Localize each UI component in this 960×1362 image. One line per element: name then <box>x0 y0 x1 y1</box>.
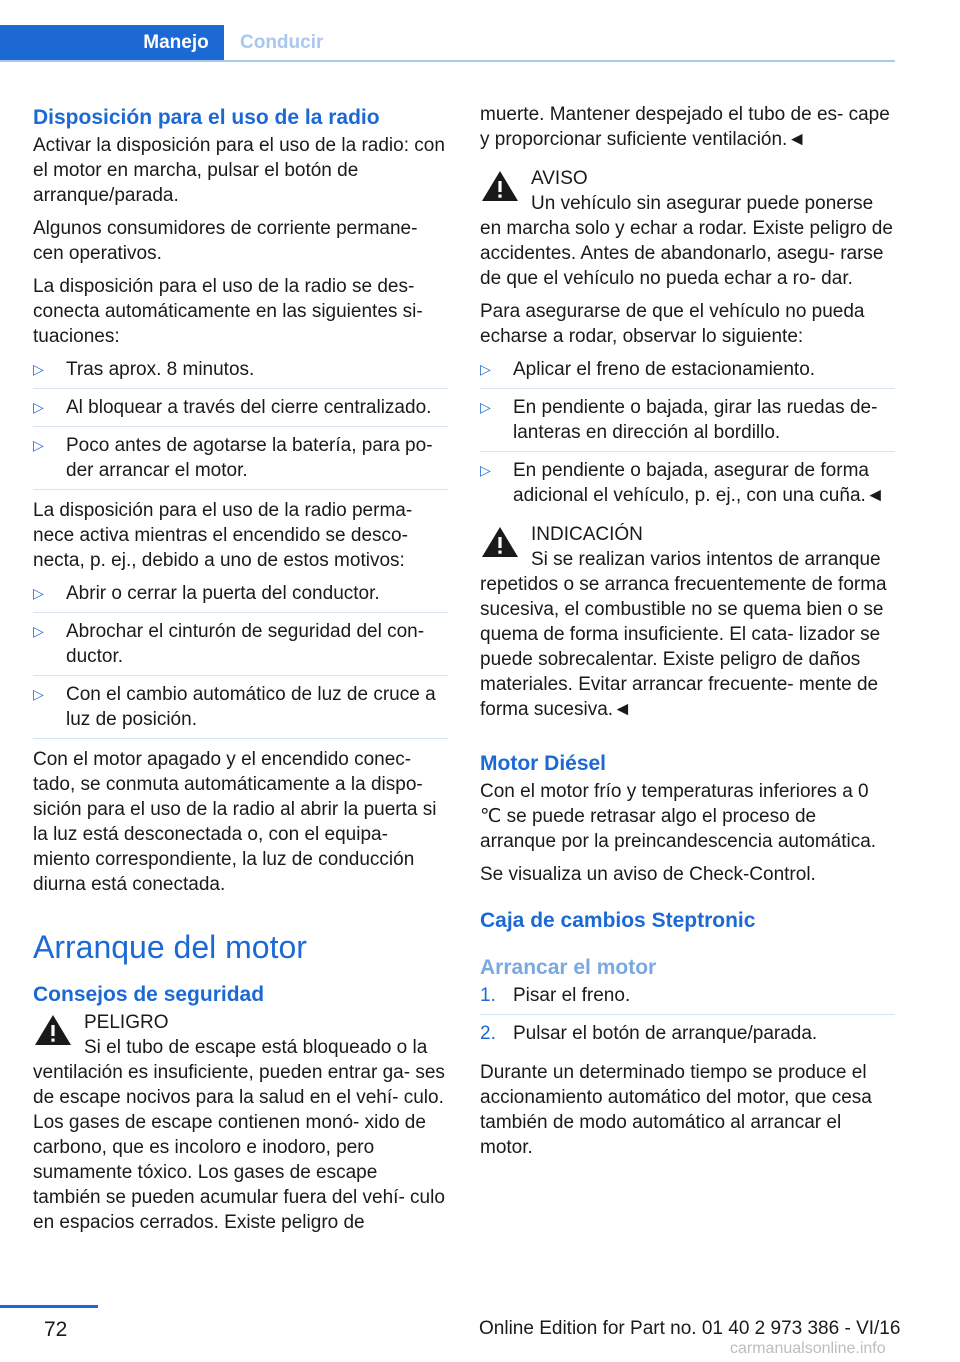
section-title-start-engine: Arrancar el motor <box>480 956 657 979</box>
triangle-bullet-icon: ▷ <box>480 399 491 415</box>
list-item: ▷ Aplicar el freno de estacionamiento. <box>480 357 895 389</box>
header-divider <box>0 60 895 62</box>
paragraph: La disposición para el uso de la radio se des‐ conecta automáticamente en las siguientes si‐ tuaciones: <box>33 276 423 347</box>
warning-icon <box>480 524 520 560</box>
list-item: ▷ En pendiente o bajada, asegurar de forma adicional el vehículo, p. ej., con una cuña.◄ <box>480 460 885 506</box>
triangle-bullet-icon: ▷ <box>33 399 44 415</box>
warning-title: INDICACIÓN <box>531 524 643 545</box>
list-item: ▷ Abrochar el cinturón de seguridad del con‐ ductor. <box>33 619 448 676</box>
list-item: ▷ Con el cambio automático de luz de cruce a luz de posición. <box>33 682 448 739</box>
left-column <box>33 104 448 1243</box>
list-item: ▷ Poco antes de agotarse la batería, para po‐ der arrancar el motor. <box>33 433 448 490</box>
warning-text: Si el tubo de escape está bloqueado o la <box>84 1037 428 1058</box>
page-number: 72 <box>44 1318 68 1341</box>
warning-text: ventilación es insuficiente, pueden entrar ga‐ ses de escape nocivos para la salud en el vehí‐ culo. Los gases de escape contienen monó‐ xido de carbono, que es incoloro e inodoro, pero sumamente tóxico. Los gases de escape también se pueden acumular fuera del vehí‐ culo en espacios cerrados. Existe peligro de <box>33 1062 445 1233</box>
warning-icon <box>480 168 520 204</box>
edition-text: Online Edition for Part no. 01 40 2 973 386 - VI/16 <box>479 1318 901 1339</box>
header-accent <box>0 25 128 61</box>
section-title-safety: Consejos de seguridad <box>33 983 265 1006</box>
list-item: 1. Pisar el freno. <box>480 983 895 1015</box>
warning-title: PELIGRO <box>84 1012 169 1033</box>
triangle-bullet-icon: ▷ <box>33 623 44 639</box>
triangle-bullet-icon: ▷ <box>480 361 491 377</box>
paragraph: Con el motor frío y temperaturas inferiores a 0 ℃ se puede retrasar algo el proceso de arranque por la preincandescencia automática. <box>480 781 877 852</box>
tab-conducir[interactable]: Conducir <box>240 32 324 53</box>
chapter-title: Arranque del motor <box>33 929 307 965</box>
list-item: ▷ Al bloquear a través del cierre centralizado. <box>33 395 448 427</box>
section-title-diesel: Motor Diésel <box>480 752 607 775</box>
warning-block <box>480 522 895 722</box>
triangle-bullet-icon: ▷ <box>33 437 44 453</box>
section-title-steptronic: Caja de cambios Steptronic <box>480 909 756 932</box>
paragraph: Se visualiza un aviso de Check-Control. <box>480 864 816 885</box>
paragraph: Con el motor apagado y el encendido conec‐ tado, se conmuta automáticamente a la dispo‐ sición para el uso de la radio al abrir la puerta si la luz está desconectada o, con el equipa‐ miento correspondiente, la luz de conducción diurna está conectada. <box>33 749 437 895</box>
warning-text: repetidos o se arranca frecuentemente de forma sucesiva, el combustible no se quema bien o se quema de forma insuficiente. El cata‐ lizador se puede sobrecalentar. Existe peligro de daños materiales. Evitar arrancar frecuente‐ mente de forma sucesiva.◄ <box>480 574 887 720</box>
bullet-list <box>33 581 448 739</box>
warning-icon <box>33 1012 73 1048</box>
paragraph: Algunos consumidores de corriente permane‐ cen operativos. <box>33 218 418 264</box>
paragraph: La disposición para el uso de la radio perma‐ nece activa mientras el encendido se desco‐ necta, p. ej., debido a uno de estos motivos: <box>33 500 413 571</box>
footer-accent <box>0 1305 98 1308</box>
triangle-bullet-icon: ▷ <box>33 361 44 377</box>
warning-title: AVISO <box>531 168 588 189</box>
bullet-list <box>480 357 895 514</box>
section-title-radio: Disposición para el uso de la radio <box>33 106 380 129</box>
warning-text: Un vehículo sin asegurar puede ponerse <box>531 193 874 214</box>
list-item: ▷ Tras aprox. 8 minutos. <box>33 357 448 389</box>
watermark: carmanualsonline.info <box>730 1340 886 1357</box>
triangle-bullet-icon: ▷ <box>33 686 44 702</box>
bullet-list <box>33 357 448 490</box>
list-item: ▷ Abrir o cerrar la puerta del conductor. <box>33 581 448 613</box>
paragraph: muerte. Mantener despejado el tubo de es‐ cape y proporcionar suficiente ventilación.◄ <box>480 104 890 150</box>
numbered-list <box>480 983 895 1052</box>
paragraph: Durante un determinado tiempo se produce el accionamiento automático del motor, que cesa también de modo automático al arrancar el motor. <box>480 1062 872 1158</box>
warning-text: en marcha solo y echar a rodar. Existe peligro de accidentes. Antes de abandonarlo, asegu‐ rarse de que el vehículo no pueda echar a ro‐ dar. <box>480 218 893 289</box>
tab-manejo[interactable]: Manejo <box>128 25 224 61</box>
paragraph: Para asegurarse de que el vehículo no pueda echarse a rodar, observar lo siguiente: <box>480 301 865 347</box>
triangle-bullet-icon: ▷ <box>33 585 44 601</box>
list-item: 2. Pulsar el botón de arranque/parada. <box>480 1023 818 1044</box>
page-header <box>0 0 960 62</box>
paragraph: Activar la disposición para el uso de la radio: con el motor en marcha, pulsar el botón de arranque/parada. <box>33 135 445 206</box>
warning-block <box>33 1010 448 1235</box>
warning-block <box>480 166 895 291</box>
warning-text: Si se realizan varios intentos de arranque <box>531 549 881 570</box>
right-column <box>480 102 895 1168</box>
triangle-bullet-icon: ▷ <box>480 462 491 478</box>
list-item: ▷ En pendiente o bajada, girar las ruedas de‐ lanteras en dirección al bordillo. <box>480 395 895 452</box>
